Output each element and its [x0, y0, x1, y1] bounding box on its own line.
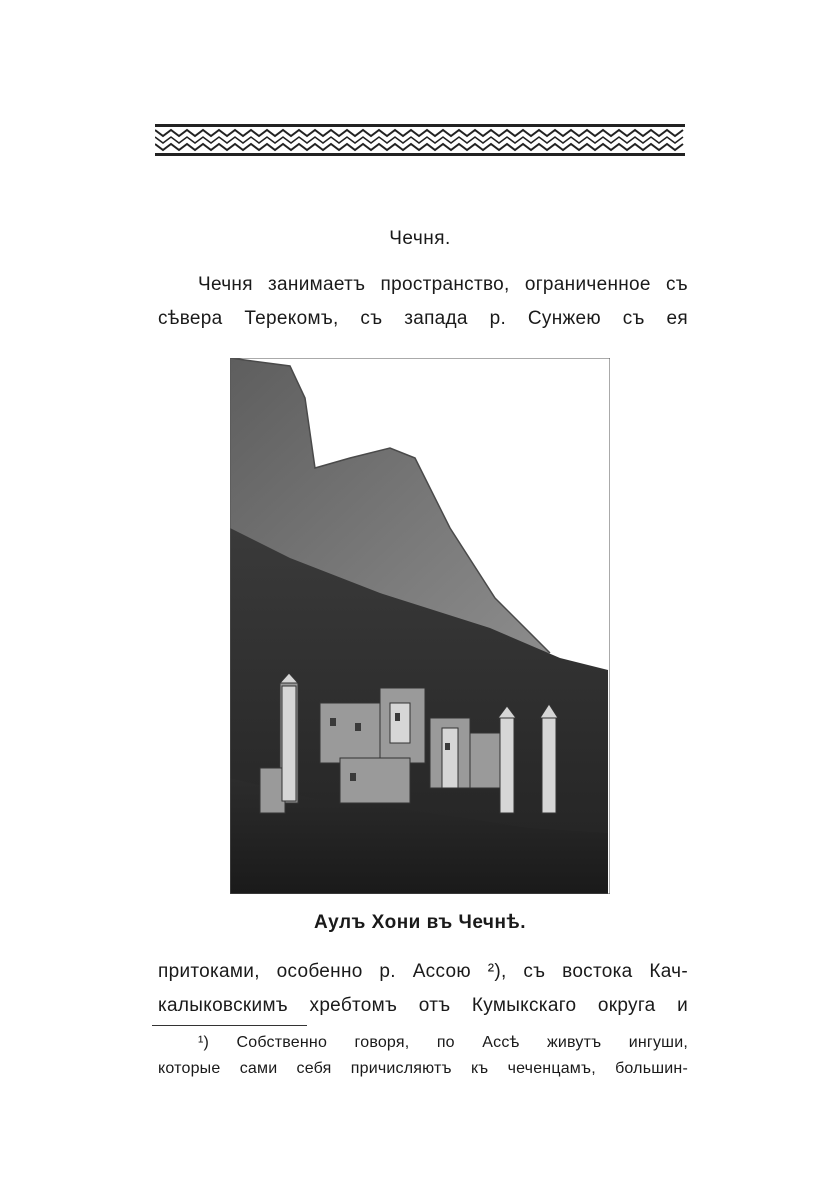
text-line: калыковскимъ хребтомъ отъ Кумыкскаго округа и	[158, 995, 688, 1016]
text-line: сѣвера Терекомъ, съ запада р. Сунжею съ ея	[158, 308, 688, 329]
chapter-title: Чечня.	[389, 228, 451, 249]
decorative-header-border	[155, 124, 685, 156]
text-line: Чечня занимаетъ пространство, ограниченное съ	[198, 274, 688, 295]
photo-aul-khoni	[230, 358, 610, 894]
paragraph-continued	[158, 955, 688, 1023]
figure-caption: Аулъ Хони въ Чечнѣ.	[313, 912, 527, 933]
footnote-separator	[152, 1025, 307, 1026]
footnote-line: которые сами себя причисляютъ къ чеченцамъ, большин-	[158, 1060, 688, 1077]
footnote	[158, 1030, 688, 1082]
footnote-line: ¹) Собственно говоря, по Ассѣ живутъ ингуши,	[198, 1034, 688, 1051]
text-line: притоками, особенно р. Ассою ²), съ востока Кач-	[158, 961, 688, 982]
paragraph-intro	[158, 268, 688, 336]
